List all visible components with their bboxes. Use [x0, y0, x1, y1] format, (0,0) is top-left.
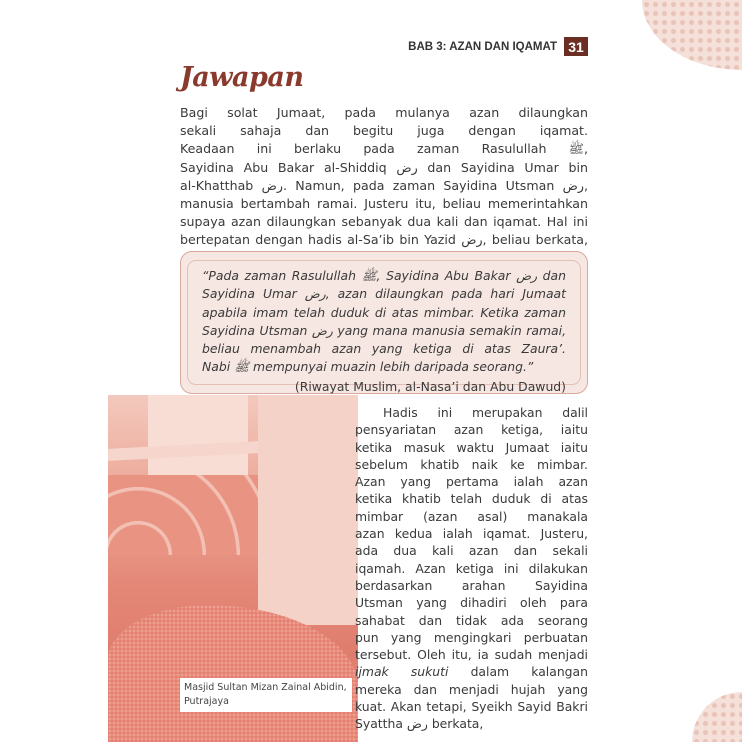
- text-line: Sayidina Abu Bakar al-Shiddiq رض dan Sayidina Umar bin: [180, 159, 589, 175]
- text-line: beliau menambah azan yang ketiga di atas Zaura’.: [202, 341, 566, 357]
- photo-caption: [180, 678, 352, 712]
- text-line: sebelum khatib naik ke mimbar.: [355, 456, 588, 472]
- text-line: bertepatan dengan hadis al-Sa’ib bin Yazid رض, beliau berkata,: [180, 232, 588, 248]
- hadith-quote: [202, 267, 566, 377]
- text-line: iqamah. Azan ketiga ini dilakukan: [355, 560, 588, 576]
- text-line: manusia bertambah ramai. Justeru itu, beliau memerintahkan: [180, 196, 588, 212]
- floral-ornament-top: [642, 0, 742, 70]
- text-line: Sayidina Utsman رض yang mana manusia semakin ramai,: [202, 322, 567, 338]
- hadith-citation: (Riwayat Muslim, al-Nasa’i dan Abu Dawud): [294, 378, 566, 394]
- text-line: Sayidina Umar رض, azan dilaungkan pada hari Jumaat: [202, 286, 566, 302]
- chapter-title: BAB 3: AZAN DAN IQAMAT: [408, 40, 557, 53]
- text-line: pun yang mengingkari perbuatan: [355, 629, 588, 645]
- caption-line: Masjid Sultan Mizan Zainal Abidin,: [184, 682, 347, 693]
- text-line: ketika khatib telah duduk di atas: [355, 491, 588, 507]
- text-line: pensyariatan azan ketiga, iaitu: [355, 422, 588, 438]
- text-line: al-Khatthab رض. Namun, pada zaman Sayidina Utsman رض,: [180, 177, 588, 193]
- caption-line: Putrajaya: [184, 696, 229, 707]
- running-header: [408, 37, 588, 56]
- floral-ornament-bottom: [692, 692, 742, 742]
- hadith-quote-box: [180, 251, 588, 394]
- text-line: Utsman yang dihadiri oleh para: [355, 595, 588, 611]
- text-line: kuat. Akan tetapi, Syeikh Sayid Bakri: [355, 699, 588, 715]
- text-line: Nabi ﷺ mempunyai muazin lebih daripada seorang.”: [202, 359, 534, 375]
- text-line: supaya azan dilaungkan sebanyak dua kali dan iqamat. Hal ini: [180, 214, 588, 230]
- text-line: apabila imam telah duduk di atas mimbar. Ketika zaman: [202, 304, 566, 320]
- intro-paragraph: [180, 104, 588, 250]
- text-line: Syattha رض berkata,: [355, 716, 484, 732]
- text-line: “Pada zaman Rasulullah ﷺ, Sayidina Abu Bakar رض dan: [202, 268, 566, 283]
- text-line: Bagi solat Jumaat, pada mulanya azan dilaungkan: [180, 105, 588, 120]
- text-line: Hadis ini merupakan dalil: [383, 405, 588, 420]
- explanation-paragraph: [355, 404, 588, 733]
- text-line: ada dua kali azan dan sekali: [355, 543, 588, 559]
- text-line: ketika masuk waktu Jumaat iaitu: [355, 439, 588, 455]
- text-line: mimbar (azan asal) manakala: [355, 508, 588, 524]
- text-line: azan kedua ialah iqamat. Justeru,: [355, 526, 588, 542]
- text-line: berdasarkan arahan Sayidina: [355, 577, 588, 593]
- text-line: tersebut. Oleh itu, ia sudah menjadi: [355, 647, 588, 663]
- text-line: mereka dan menjadi hujah yang: [355, 681, 588, 697]
- text-line: Keadaan ini berlaku pada zaman Rasulullah ﷺ,: [180, 141, 588, 157]
- text-line: sahabat dan tidak ada seorang: [355, 612, 588, 628]
- page-number: 31: [564, 37, 588, 56]
- text-line: Azan yang pertama ialah azan: [355, 474, 588, 490]
- section-title: Jawapan: [180, 62, 304, 93]
- text-line: sekali sahaja dan begitu juga dengan iqamat.: [180, 123, 588, 139]
- text-line: ijmak sukuti dalam kalangan: [355, 664, 588, 680]
